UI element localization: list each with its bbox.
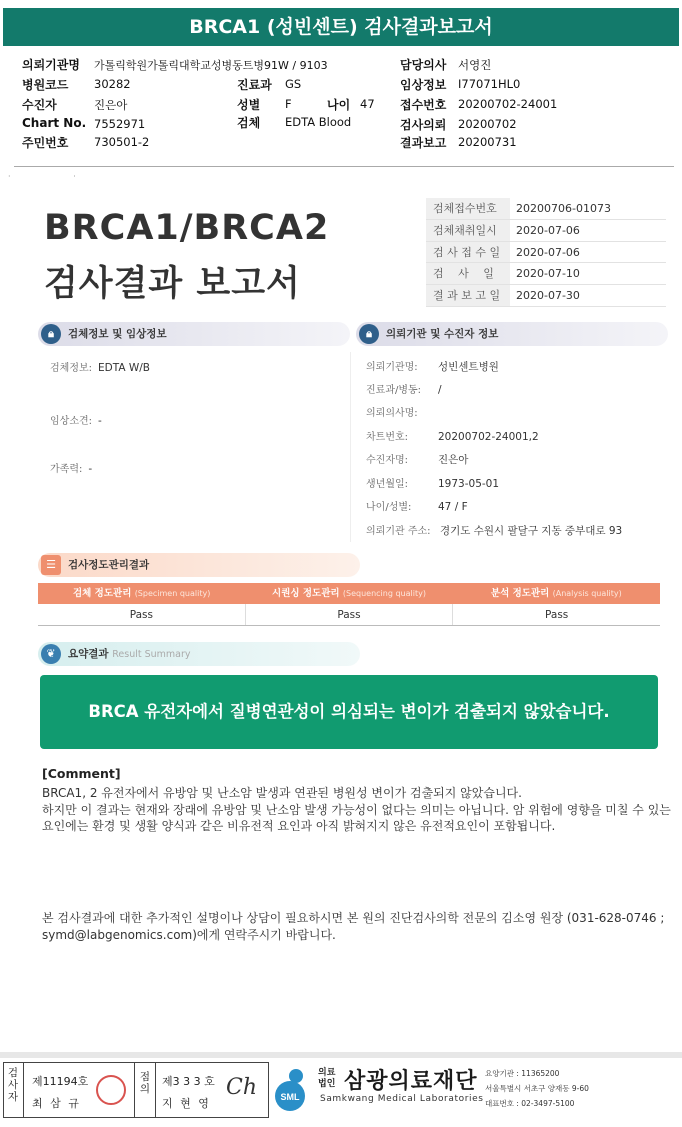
- specimen-info-field: [50, 359, 150, 374]
- examiner-number: 제11194호: [32, 1075, 89, 1088]
- institution-section-header: [356, 322, 668, 346]
- report-title-line2: 검사결과 보고서: [44, 264, 301, 304]
- institution-value: 가톨릭학원가톨릭대학교성병동트병91W / 9103: [94, 59, 328, 72]
- footer-divider: [134, 1063, 135, 1117]
- institution-row: [366, 451, 468, 467]
- qc-section-title: 검사정도관리결과: [68, 559, 150, 571]
- family-history-label: 가족력:: [50, 464, 83, 475]
- institution-label: 의뢰기관명: [22, 58, 80, 72]
- lock-icon: 🔒︎: [359, 324, 379, 344]
- receipt-label: 접수번호: [400, 98, 447, 112]
- family-history-value: -: [88, 463, 93, 475]
- report-value: 20200731: [458, 135, 517, 149]
- institution-row: [366, 428, 539, 443]
- summary-section-subtitle: Result Summary: [112, 649, 191, 660]
- clinical-field: [50, 412, 102, 427]
- comment-line: BRCA1, 2 유전자에서 유방암 및 난소암 발생과 연관된 병원성 변이가 검출되지 않았습니다.: [42, 786, 522, 800]
- clinical-finding-label: 임상소견:: [50, 416, 93, 427]
- org-phone: 대표번호 : 02-3497-5100: [485, 1099, 575, 1108]
- qc-section-header: [38, 553, 360, 577]
- scan-dots: · ·: [8, 172, 106, 181]
- clipboard-icon: ☰: [41, 555, 61, 575]
- ribbon-icon: ❦: [41, 644, 61, 664]
- report-title-line1: BRCA1/BRCA2: [44, 208, 330, 248]
- specimen-value: EDTA Blood: [285, 115, 352, 129]
- date-label: 결 과 보 고 일: [426, 285, 510, 306]
- date-row: [426, 220, 666, 242]
- qc-col-header: [38, 583, 245, 604]
- comment-body: [42, 785, 672, 835]
- reviewer-number: 제3 3 3 호: [162, 1075, 215, 1088]
- summary-section-header: [38, 642, 360, 666]
- institution-row-label: 진료과/병동:: [366, 385, 422, 396]
- institution-row-value: 1973-05-01: [438, 478, 500, 490]
- reviewer-label: 점의: [139, 1071, 151, 1095]
- meta-divider: [14, 166, 674, 167]
- qc-value: Pass: [545, 609, 569, 621]
- clinical-finding-value: -: [98, 415, 102, 427]
- org-prefix: 의료법인: [318, 1068, 336, 1089]
- doctor-label: 담당의사: [400, 58, 447, 72]
- institution-row-value: 성빈센트병원: [438, 361, 499, 373]
- column-divider: [350, 352, 351, 542]
- qc-col-title: 시퀀싱 정도관리: [272, 588, 340, 599]
- institution-row-value: 진은아: [438, 454, 469, 466]
- specimen-section-header: [38, 322, 350, 346]
- report-label: 결과보고: [400, 136, 447, 150]
- qc-col-header: [245, 583, 452, 604]
- institution-row: [366, 381, 442, 396]
- sex-value: F: [285, 97, 292, 111]
- chart-label: Chart No.: [22, 116, 87, 130]
- contact-note: 본 검사결과에 대한 추가적인 설명이나 상담이 필요하시면 본 원의 진단검사의학 전문의 김소영 원장 (031-628-0746 ; symd@labgenomics.com)에게 연락주시기 바랍니다.: [42, 911, 665, 942]
- dept-value: GS: [285, 77, 302, 91]
- patient-meta: [0, 50, 682, 166]
- institution-row: [366, 522, 622, 538]
- sex-label: 성별: [237, 98, 261, 112]
- clinical-value: I77071HL0: [458, 77, 521, 91]
- rrn-label: 주민번호: [22, 136, 69, 150]
- qc-col-title: 검체 정도관리: [73, 588, 132, 599]
- sml-logo-text: SML: [280, 1092, 300, 1102]
- org-info: [485, 1066, 589, 1111]
- doctor-value: 서영진: [458, 58, 492, 72]
- specimen-label: 검체: [237, 116, 261, 130]
- request-label: 검사의뢰: [400, 118, 447, 132]
- hospital-code-label: 병원코드: [22, 78, 69, 92]
- chart-value: 7552971: [94, 117, 146, 131]
- footer-divider: [155, 1063, 156, 1117]
- institution-row-value: 경기도 수원시 팔달구 지동 중부대로 93: [440, 525, 623, 537]
- institution-row-label: 의뢰기관명:: [366, 362, 418, 373]
- header-band: [0, 0, 682, 50]
- qc-table-row: [38, 604, 660, 626]
- date-value: 2020-07-30: [516, 289, 580, 303]
- signature-box: [3, 1062, 269, 1118]
- request-value: 20200702: [458, 117, 517, 131]
- examiner-name: 최 삼 규: [32, 1097, 81, 1110]
- lock-icon: 🔒︎: [41, 324, 61, 344]
- qc-col-subtitle: (Sequencing quality): [342, 589, 426, 598]
- patient-label: 수진자: [22, 98, 57, 112]
- date-value: 2020-07-06: [516, 223, 580, 237]
- footer-divider: [23, 1063, 24, 1117]
- age-label: 나이: [327, 98, 351, 112]
- institution-row-label: 의뢰의사명:: [366, 408, 418, 419]
- institution-row: [366, 404, 438, 419]
- date-row: [426, 285, 666, 307]
- report-title: [44, 200, 329, 312]
- report-header-title: BRCA1 (성빈센트) 검사결과보고서: [3, 8, 679, 46]
- rrn-value: 730501-2: [94, 135, 150, 149]
- org-code: 요양기관 : 11365200: [485, 1069, 560, 1078]
- org-english-name: Samkwang Medical Laboratories: [320, 1094, 484, 1104]
- institution-row: [366, 475, 499, 490]
- patient-value: 진은아: [94, 98, 128, 112]
- org-name: 삼광의료재단: [344, 1069, 478, 1094]
- dept-label: 진료과: [237, 78, 272, 92]
- specimen-section-title: 검체정보 및 임상정보: [68, 328, 167, 340]
- hospital-code-value: 30282: [94, 77, 131, 91]
- date-row: [426, 242, 666, 264]
- qc-value: Pass: [38, 604, 246, 625]
- receipt-value: 20200702-24001: [458, 97, 558, 111]
- date-row: [426, 198, 666, 220]
- institution-row-value: 47 / F: [438, 501, 468, 513]
- footer-separator: [0, 1052, 682, 1058]
- specimen-info-value: EDTA W/B: [98, 362, 150, 374]
- clinical-label: 임상정보: [400, 78, 447, 92]
- institution-row: [366, 498, 468, 513]
- qc-table: [38, 583, 660, 626]
- date-row: [426, 263, 666, 285]
- family-field: [50, 460, 92, 475]
- qc-col-title: 분석 정도관리: [490, 588, 550, 599]
- institution-row-label: 생년월일:: [366, 479, 409, 490]
- date-label: 검체접수번호: [426, 198, 510, 219]
- age-value: 47: [360, 97, 375, 111]
- institution-row-label: 차트번호:: [366, 432, 409, 443]
- institution-section-title: 의뢰기관 및 수진자 정보: [386, 328, 499, 340]
- seal-stamp: [96, 1075, 126, 1105]
- date-value: 20200706-01073: [516, 202, 611, 215]
- institution-row-label: 의뢰기관 주소:: [366, 526, 431, 537]
- qc-col-subtitle: (Analysis quality): [552, 589, 622, 598]
- institution-row-label: 수진자명:: [366, 455, 409, 466]
- institution-row-value: /: [438, 384, 442, 396]
- date-value: 2020-07-10: [516, 267, 580, 281]
- sml-logo-icon: [272, 1064, 316, 1114]
- qc-value: Pass: [246, 604, 454, 625]
- date-label: 검 사 접 수 일: [426, 242, 510, 263]
- date-label: 검 사 일: [426, 263, 510, 284]
- reviewer-name: 지 현 영: [162, 1097, 211, 1110]
- institution-row: [366, 358, 499, 374]
- comment-title: [Comment]: [42, 766, 121, 781]
- comment-line: 하지만 이 결과는 현재와 장래에 유방암 및 난소암 발생 가능성이 없다는 의미는 아닙니다. 암 위험에 영향을 미칠 수 있는 요인에는 환경 및 생활 양식과 같은 비유전적 요인과 아직 밝혀지지 않은 유전적요인이 포함됩니다.: [42, 802, 671, 833]
- qc-col-subtitle: (Specimen quality): [134, 589, 211, 598]
- qc-table-header: [38, 583, 660, 604]
- org-address: 서울특별시 서초구 양재동 9-60: [485, 1084, 589, 1093]
- institution-row-value: 20200702-24001,2: [438, 431, 539, 443]
- institution-row-label: 나이/성별:: [366, 502, 412, 513]
- examiner-label: 검사자: [7, 1067, 19, 1103]
- result-summary-box: BRCA 유전자에서 질병연관성이 의심되는 변이가 검출되지 않았습니다.: [40, 675, 658, 749]
- qc-col-header: [453, 583, 660, 604]
- dates-table: [426, 198, 666, 307]
- summary-section-title: 요약결과: [68, 648, 109, 660]
- specimen-info-label: 검체정보:: [50, 363, 93, 374]
- date-value: 2020-07-06: [516, 245, 580, 259]
- handwritten-signature: Ch: [226, 1075, 258, 1100]
- date-label: 검체채취일시: [426, 220, 510, 241]
